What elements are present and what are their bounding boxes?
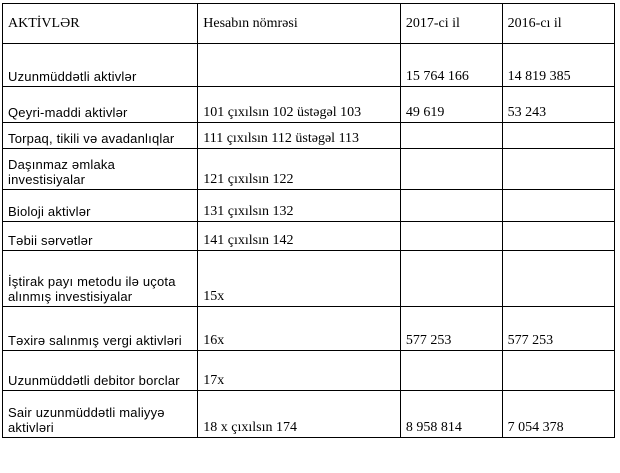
account-number: 111 çıxılsın 112 üstəgəl 113 [198,123,401,149]
assets-table [2,3,615,438]
asset-name: Uzunmüddətli aktivlər [3,44,198,87]
account-number: 131 çıxılsın 132 [198,190,401,222]
asset-name: Sair uzunmüddətli maliyyə aktivləri [3,391,198,438]
table-row [3,87,615,123]
value-2017 [400,149,502,190]
asset-name: İştirak payı metodu ilə uçota alınmış investisiyalar [3,251,198,307]
account-number: 17x [198,351,401,391]
header-assets: AKTİVLƏR [3,4,198,44]
asset-name: Daşınmaz əmlaka investisiyalar [3,149,198,190]
value-2017: 49 619 [400,87,502,123]
table-row [3,44,615,87]
value-2016 [502,123,614,149]
account-number: 101 çıxılsın 102 üstəgəl 103 [198,87,401,123]
value-2016: 7 054 378 [502,391,614,438]
table-row [3,123,615,149]
asset-name: Torpaq, tikili və avadanlıqlar [3,123,198,149]
asset-name: Təxirə salınmış vergi aktivləri [3,307,198,351]
asset-name: Qeyri-maddi aktivlər [3,87,198,123]
table-header-row [3,4,615,44]
value-2017 [400,222,502,251]
value-2017 [400,123,502,149]
asset-name: Bioloji aktivlər [3,190,198,222]
table-row [3,391,615,438]
header-2016: 2016-cı il [502,4,614,44]
asset-name: Uzunmüddətli debitor borclar [3,351,198,391]
value-2016: 14 819 385 [502,44,614,87]
table-row [3,351,615,391]
value-2017 [400,251,502,307]
value-2016 [502,222,614,251]
value-2017: 15 764 166 [400,44,502,87]
account-number: 141 çıxılsın 142 [198,222,401,251]
asset-name: Təbii sərvətlər [3,222,198,251]
table-row [3,190,615,222]
account-number: 121 çıxılsın 122 [198,149,401,190]
value-2016: 53 243 [502,87,614,123]
value-2016 [502,251,614,307]
account-number: 15x [198,251,401,307]
value-2016 [502,149,614,190]
value-2017 [400,190,502,222]
header-2017: 2017-ci il [400,4,502,44]
value-2016 [502,190,614,222]
value-2017: 8 958 814 [400,391,502,438]
table-row [3,222,615,251]
account-number [198,44,401,87]
value-2016 [502,351,614,391]
value-2017: 577 253 [400,307,502,351]
table-row [3,149,615,190]
table-row [3,251,615,307]
account-number: 16x [198,307,401,351]
value-2017 [400,351,502,391]
header-account-number: Hesabın nömrəsi [198,4,401,44]
account-number: 18 x çıxılsın 174 [198,391,401,438]
value-2016: 577 253 [502,307,614,351]
table-row [3,307,615,351]
